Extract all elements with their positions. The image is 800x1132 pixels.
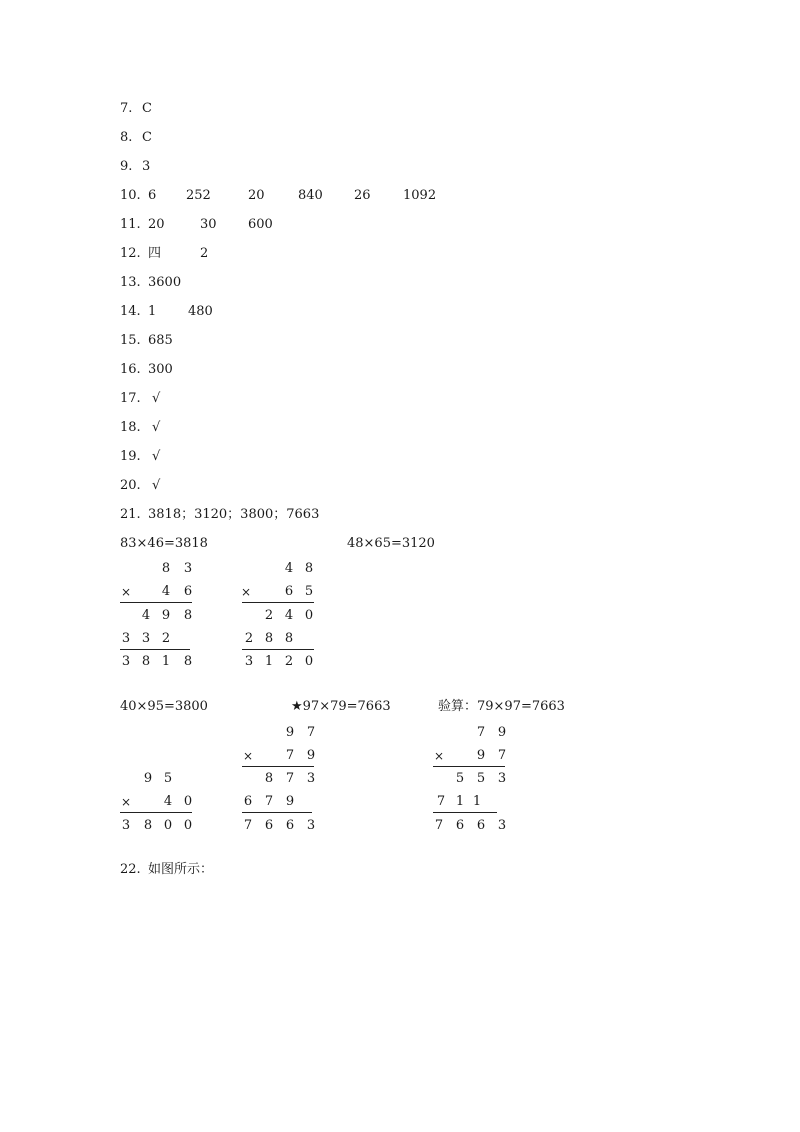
- answer-number: 18.: [120, 420, 141, 435]
- answer-number: 21.: [120, 507, 141, 522]
- digit: 7: [436, 794, 446, 809]
- digit: 7: [434, 818, 444, 833]
- digit: 6: [284, 584, 294, 599]
- equation-97x79: ★97×79=7663: [291, 699, 391, 714]
- answer-value: 685: [148, 333, 173, 348]
- digit: 5: [476, 771, 486, 786]
- digit: 2: [264, 608, 274, 623]
- digit: 3: [121, 654, 131, 669]
- digit: 4: [163, 794, 173, 809]
- divider-line: [120, 602, 192, 603]
- digit: 7: [285, 771, 295, 786]
- multiply-sign: ×: [240, 585, 252, 599]
- answer-number: 11.: [120, 217, 141, 232]
- digit: 6: [243, 794, 253, 809]
- digit: 2: [161, 631, 171, 646]
- answer-number: 13.: [120, 275, 141, 290]
- equation-48x65: 48×65=3120: [347, 536, 435, 551]
- answer-number: 12.: [120, 246, 141, 261]
- multiply-sign: ×: [242, 749, 254, 763]
- digit: 4: [284, 608, 294, 623]
- digit: 6: [285, 818, 295, 833]
- answer-value: 3: [142, 159, 151, 174]
- answer-number: 20.: [120, 478, 141, 493]
- digit: 7: [476, 725, 486, 740]
- check-mark: √: [152, 391, 161, 406]
- answer-11: [120, 216, 273, 234]
- answer-number: 10.: [120, 188, 141, 203]
- digit: 1: [455, 794, 465, 809]
- equation-verify-79x97: 验算：79×97=7663: [438, 699, 565, 714]
- digit: 0: [183, 818, 193, 833]
- digit: 9: [497, 725, 507, 740]
- digit: 4: [284, 561, 294, 576]
- divider-line: [242, 649, 314, 650]
- digit: 6: [455, 818, 465, 833]
- answer-number: 7.: [120, 101, 133, 116]
- divider-line: [242, 602, 314, 603]
- digit: 7: [285, 748, 295, 763]
- answer-7: [120, 100, 152, 118]
- digit: 3: [183, 561, 193, 576]
- digit: 9: [161, 608, 171, 623]
- answer-15: [120, 332, 173, 350]
- digit: 9: [285, 794, 295, 809]
- digit: 8: [183, 654, 193, 669]
- divider-line: [242, 766, 314, 767]
- answer-value: 20: [248, 188, 265, 203]
- digit: 7: [306, 725, 316, 740]
- check-mark: √: [152, 478, 161, 493]
- divider-line: [433, 812, 497, 813]
- answer-10: [120, 187, 437, 205]
- digit: 0: [183, 794, 193, 809]
- answer-19: [120, 448, 161, 466]
- answer-22: [120, 861, 214, 879]
- answer-value: 如图所示：: [148, 862, 214, 877]
- digit: 6: [476, 818, 486, 833]
- digit: 3: [121, 631, 131, 646]
- answer-value: 1: [148, 304, 157, 319]
- digit: 9: [476, 748, 486, 763]
- answer-18: [120, 419, 161, 437]
- digit: 2: [284, 654, 294, 669]
- answer-number: 8.: [120, 130, 133, 145]
- digit: 4: [161, 584, 171, 599]
- digit: 6: [183, 584, 193, 599]
- digit: 3: [497, 818, 507, 833]
- digit: 8: [284, 631, 294, 646]
- divider-line: [120, 649, 190, 650]
- answer-21: [120, 506, 320, 524]
- answer-number: 19.: [120, 449, 141, 464]
- digit: 7: [497, 748, 507, 763]
- divider-line: [242, 812, 312, 813]
- divider-line: [433, 766, 505, 767]
- answer-value: 300: [148, 362, 173, 377]
- digit: 0: [304, 654, 314, 669]
- digit: 3: [306, 818, 316, 833]
- digit: 3: [497, 771, 507, 786]
- check-mark: √: [152, 449, 161, 464]
- digit: 1: [161, 654, 171, 669]
- answer-value: 四: [148, 246, 162, 261]
- digit: 3: [121, 818, 131, 833]
- answer-value: 30: [200, 217, 217, 232]
- digit: 5: [455, 771, 465, 786]
- answer-value: 480: [188, 304, 213, 319]
- digit: 0: [304, 608, 314, 623]
- answer-number: 14.: [120, 304, 141, 319]
- digit: 3: [141, 631, 151, 646]
- answer-value: 6: [148, 188, 157, 203]
- answer-8: [120, 129, 152, 147]
- multiply-sign: ×: [433, 749, 445, 763]
- multiply-sign: ×: [120, 585, 132, 599]
- digit: 1: [264, 654, 274, 669]
- digit: 5: [304, 584, 314, 599]
- answer-value: 26: [354, 188, 371, 203]
- digit: 4: [141, 608, 151, 623]
- answer-16: [120, 361, 173, 379]
- answer-value: 252: [186, 188, 211, 203]
- answer-14: [120, 303, 213, 321]
- digit: 8: [264, 631, 274, 646]
- answer-value: 3600: [148, 275, 182, 290]
- equation-40x95: 40×95=3800: [120, 699, 208, 714]
- digit: 8: [161, 561, 171, 576]
- answer-number: 16.: [120, 362, 141, 377]
- answer-number: 17.: [120, 391, 141, 406]
- answer-value: C: [142, 101, 152, 116]
- digit: 8: [304, 561, 314, 576]
- answer-number: 15.: [120, 333, 141, 348]
- answer-9: [120, 158, 151, 176]
- digit: 7: [243, 818, 253, 833]
- answer-17: [120, 390, 161, 408]
- answer-value: 2: [200, 246, 209, 261]
- answer-12: [120, 245, 209, 263]
- digit: 9: [285, 725, 295, 740]
- digit: 3: [244, 654, 254, 669]
- digit: 5: [163, 771, 173, 786]
- digit: 0: [163, 818, 173, 833]
- digit: 8: [141, 654, 151, 669]
- equation-83x46: 83×46=3818: [120, 536, 208, 551]
- answer-value: 840: [298, 188, 323, 203]
- digit: 8: [183, 608, 193, 623]
- multiply-sign: ×: [120, 795, 132, 809]
- digit: 7: [264, 794, 274, 809]
- answer-number: 9.: [120, 159, 133, 174]
- digit: 8: [143, 818, 153, 833]
- digit: 2: [244, 631, 254, 646]
- divider-line: [120, 812, 192, 813]
- digit: 3: [306, 771, 316, 786]
- answer-20: [120, 477, 161, 495]
- answer-13: [120, 274, 182, 292]
- answer-value: 1092: [403, 188, 437, 203]
- digit: 1: [472, 794, 482, 809]
- answer-value: 20: [148, 217, 165, 232]
- check-mark: √: [152, 420, 161, 435]
- answer-value: C: [142, 130, 152, 145]
- answer-value: 3818；3120；3800；7663: [148, 507, 320, 522]
- digit: 9: [143, 771, 153, 786]
- digit: 8: [264, 771, 274, 786]
- answer-number: 22.: [120, 862, 141, 877]
- answer-value: 600: [248, 217, 273, 232]
- digit: 6: [264, 818, 274, 833]
- digit: 9: [306, 748, 316, 763]
